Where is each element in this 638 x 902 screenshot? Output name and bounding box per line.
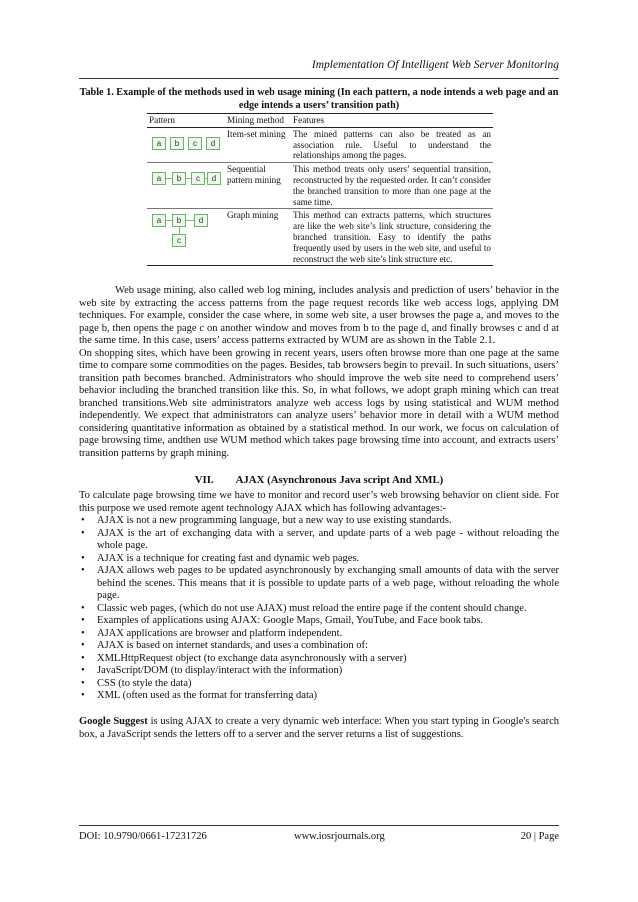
node-b: b [172,214,186,227]
list-item-text: XMLHttpRequest object (to exchange data asynchronously with a server) [97,652,407,664]
list-item [79,615,559,628]
list-item-text: AJAX is the art of exchanging data with a server, and update parts of a web page - without reloading the whole page. [97,527,559,551]
bullet-icon: • [81,615,85,626]
footer-doi: DOI: 10.9790/0661-17231726 [79,831,207,842]
sequential-pattern-diagram [149,164,223,192]
section-number: VII. [194,474,214,486]
node-c: c [172,234,186,247]
edge-arrow [186,220,194,221]
body-paragraphs [79,285,559,460]
list-item [79,528,559,553]
graph-pattern-diagram [149,210,223,250]
node-a: a [152,214,166,227]
footer-page-number: 20 | Page [520,831,559,842]
method-cell: Graph mining [225,209,291,266]
pattern-cell [147,127,225,162]
list-item-text: AJAX is based on internet standards, and uses a combination of: [97,640,368,651]
bullet-icon: • [81,602,85,614]
table-caption: Table 1. Example of the methods used in web usage mining (In each pattern, a node intends a web page and an edge intends a users’ transition path) [79,87,559,111]
section-heading [79,474,559,486]
web-usage-mining-table [147,113,493,266]
header-rule [79,78,559,79]
features-cell: The mined patterns can also be treated as an association rule. Useful to understand the relationships among the pages. [291,127,493,162]
google-suggest-text: is using AJAX to create a very dynamic web interface: When you start typing in Google's search box, a JavaScript sends the letters off to a server and the server returns a list of suggestions. [79,716,560,740]
list-item-text: XML (often used as the format for transferring data) [97,690,318,701]
itemset-pattern-diagram [149,129,223,157]
page-footer [79,831,559,845]
bullet-icon: • [81,515,85,526]
node-a: a [152,172,166,185]
list-item [79,628,559,641]
footer-site: www.iosrjournals.org [294,831,385,842]
list-item-text: Classic web pages, (which do not use AJAX) must reload the entire page if the content should change. [97,602,527,614]
features-cell: This method can extracts patterns, which structures are like the web site’s link structure, considering the branched transition. Easy to identify the paths frequently used by users in the web site, and useful to reconstruct the web site’s link structure etc. [291,209,493,266]
list-item [79,603,559,616]
node-b: b [172,172,186,185]
list-item-text: AJAX is not a new programming language, but a new way to use existing standards. [97,515,452,526]
node-a: a [152,137,166,150]
google-suggest-term: Google Suggest [79,716,148,727]
table-header-row [147,114,493,128]
features-cell: This method treats only users’ sequential transition, reconstructed by the requested order. It can’t consider the branched transition to more than one page at the same time. [291,163,493,209]
list-item [79,665,559,678]
list-item [79,553,559,566]
section-intro: To calculate page browsing time we have to monitor and record user’s web browsing behavior on client side. For this purpose we used remote agent technology AJAX which has following advantages:- [79,490,559,514]
list-item [79,690,559,703]
header-features: Features [291,114,493,128]
node-d: d [206,137,220,150]
bullet-icon: • [81,565,85,576]
bullet-icon: • [81,652,85,664]
list-item-text: CSS (to style the data) [97,677,192,689]
footer-rule [79,825,559,826]
pattern-cell [147,163,225,209]
advantages-list [79,515,559,703]
list-item-text: AJAX applications are browser and platform independent. [97,627,343,639]
paragraph-web-usage-mining: Web usage mining, also called web log mining, includes analysis and prediction of users’ behavior in the web site by extracting the access patterns from the page request records like web access logs, applying DM techniques. For example, consider the case where, in some web site, a user browses the page a, and moves to the page b, then opens the page c on another window and moves from b to the page d, and finally browses c and d at the same time. In this case, users’ access patterns extracted by WUM are as shown in the Table 2.1. [79,285,559,346]
paragraph-shopping-sites: On shopping sites, which have been growing in recent years, users often browse more than one page at the same time to compare some commodities on the pages. Besides, tab browsers begin to prevail. In such situations, users’ transition path becomes branched. Administrators who should improve the web site need to comprehend users’ behavior including the branched transition like this. So, in what follows, we adopt graph mining which can treat branched transitions.Web site administrators analyze web access logs by using statistical and WUM method independently. We expect that administrators can analyze users’ behavior more in detail with a WUM method considering quantitative information as obtained by a statistical method. In our work, we focus on calculation of page browsing time, andthen use WUM method which takes page browsing time into account, and extracts users’ transition patterns by graph mining. [79,347,559,459]
section-body [79,490,559,703]
node-b: b [170,137,184,150]
list-item [79,678,559,691]
table-row [147,127,493,162]
edge-branch [179,227,180,234]
list-item [79,515,559,528]
list-item-text: JavaScript/DOM (to display/interact with the information) [97,665,343,676]
bullet-icon: • [81,627,85,639]
bullet-icon: • [81,552,85,564]
header-pattern: Pattern [147,114,225,128]
running-head: Implementation Of Intelligent Web Server Monitoring [311,59,559,71]
method-cell: Sequential pattern mining [225,163,291,209]
bullet-icon: • [81,527,85,539]
pattern-cell [147,209,225,266]
bullet-icon: • [81,665,85,676]
node-c: c [188,137,202,150]
node-d: d [207,172,221,185]
list-item [79,640,559,653]
node-c: c [191,172,205,185]
section-title: AJAX (Asynchronous Java script And XML) [235,474,444,486]
list-item [79,565,559,603]
list-item-text: AJAX is a technique for creating fast and dynamic web pages. [97,552,360,564]
google-suggest-paragraph [79,716,559,741]
header-mining-method: Mining method [225,114,291,128]
bullet-icon: • [81,690,85,701]
bullet-icon: • [81,640,85,651]
node-d: d [194,214,208,227]
method-cell: Item-set mining [225,127,291,162]
list-item-text: AJAX allows web pages to be updated asynchronously by exchanging small amounts of data with the server behind the scenes. This means that it is possible to update parts of a web page, without reloading the whole page. [97,565,559,601]
table-row [147,209,493,266]
bullet-icon: • [81,677,85,689]
list-item-text: Examples of applications using AJAX: Google Maps, Gmail, YouTube, and Face book tabs. [97,615,484,626]
table-row [147,163,493,209]
list-item [79,653,559,666]
